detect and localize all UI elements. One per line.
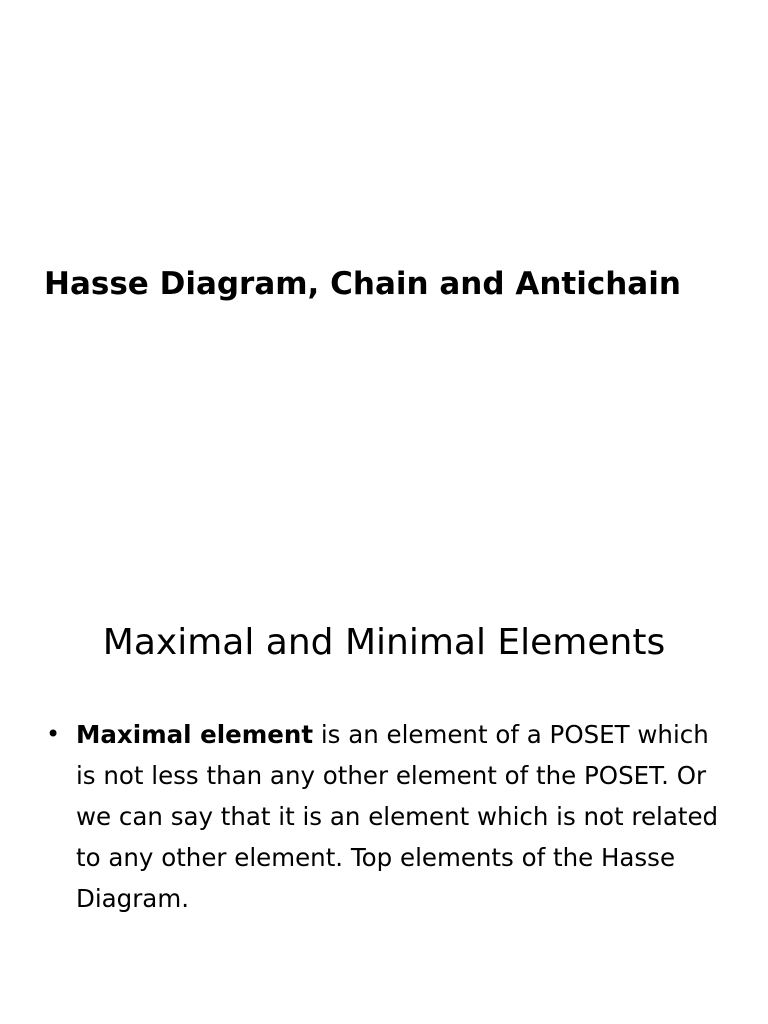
bullet-icon: •: [46, 720, 61, 748]
bullet-item-maximal-element: [46, 714, 726, 919]
bullet-term: Maximal element: [76, 720, 314, 749]
slide-2-title: Maximal and Minimal Elements: [102, 622, 666, 663]
bullet-list: [46, 714, 726, 919]
slide-1-title: Hasse Diagram, Chain and Antichain: [44, 266, 681, 302]
bullet-text: is an element of a POSET which is not less than any other element of the POSET. Or we can say that it is an element which is not related to any other element. Top elements of the Hasse Diagram.: [76, 720, 719, 913]
slide-2: [0, 512, 768, 1024]
